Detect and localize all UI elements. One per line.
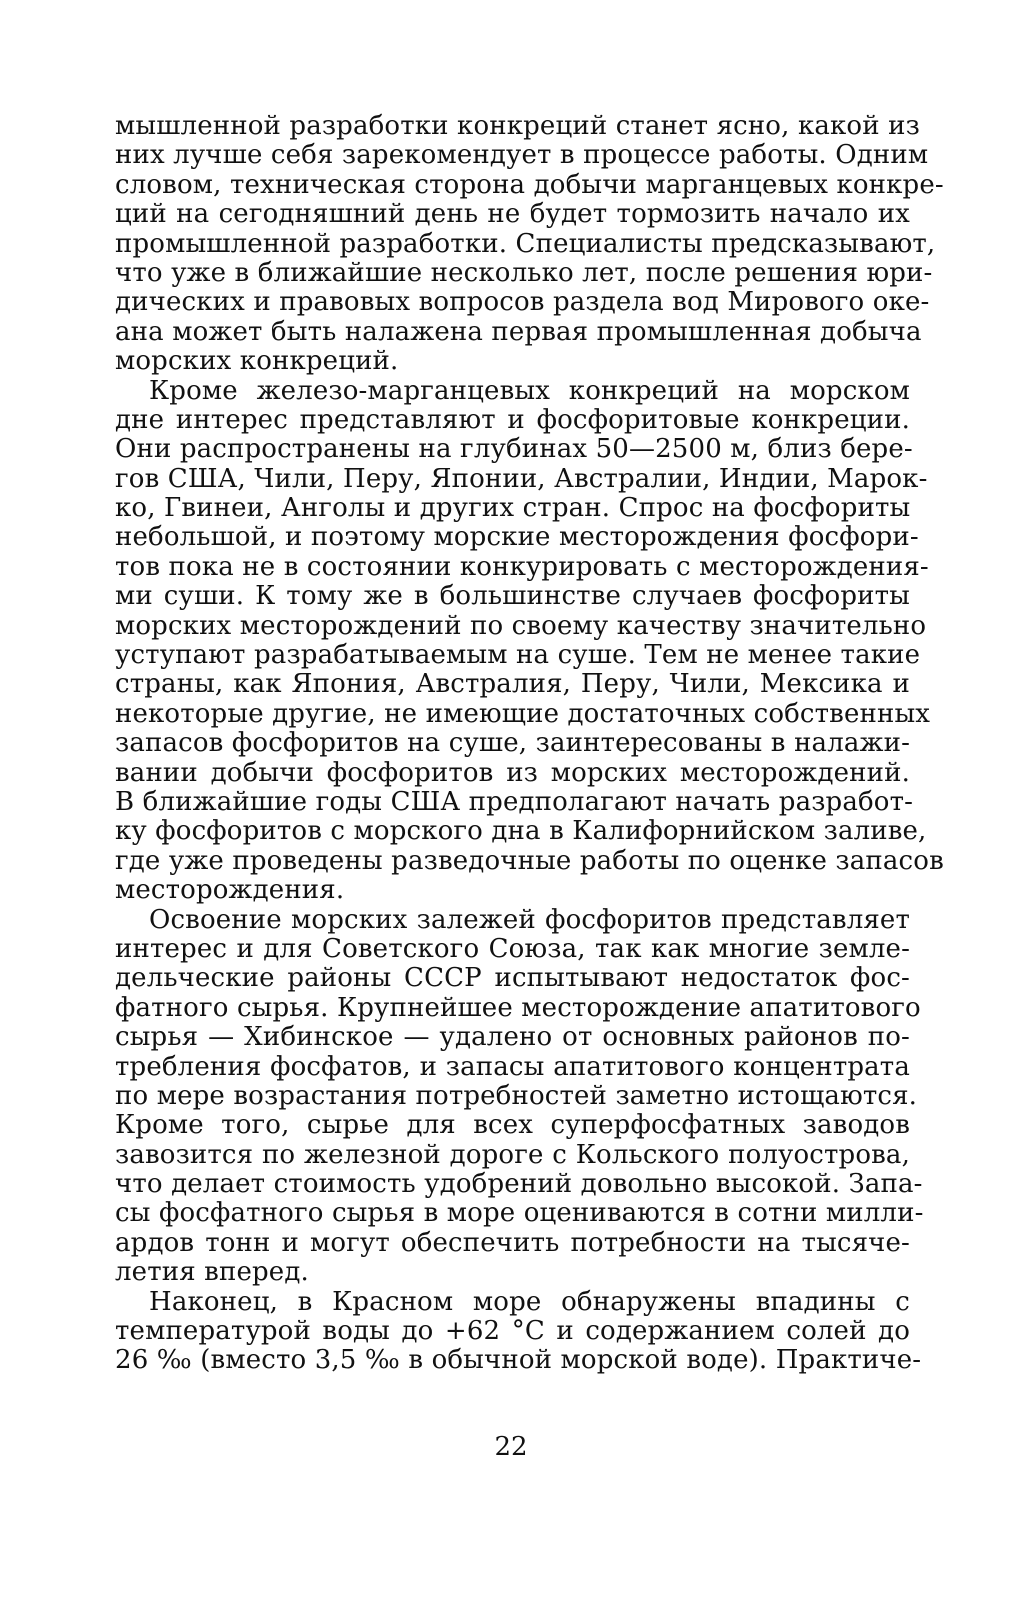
text-line: температурой воды до +62 °C и содержанием солей до <box>115 1316 910 1347</box>
text-line: сырья — Хибинское — удалено от основных районов по- <box>115 1022 910 1053</box>
text-line: по мере возрастания потребностей заметно истощаются. <box>115 1080 918 1111</box>
text-line: фатного сырья. Крупнейшее месторождение апатитового <box>115 992 921 1023</box>
text-line: страны, как Япония, Австралия, Перу, Чили, Мексика и <box>115 669 910 700</box>
text-line: тов пока не в состоянии конкурировать с месторождения- <box>115 551 929 582</box>
text-line: месторождения. <box>115 875 345 906</box>
text-line: завозится по железной дороге с Кольского полуострова, <box>115 1139 910 1170</box>
text-line: Кроме железо-марганцевых конкреций на морском <box>149 375 910 406</box>
text-line: интерес и для Советского Союза, так как многие земле- <box>115 933 910 964</box>
text-line: ку фосфоритов с морского дна в Калифорнийском заливе, <box>115 816 927 847</box>
text-line: требления фосфатов, и запасы апатитового концентрата <box>115 1051 910 1082</box>
text-line: них лучше себя зарекомендует в процессе работы. Одним <box>115 140 929 171</box>
text-line: ми суши. К тому же в большинстве случаев фосфориты <box>115 581 910 612</box>
text-line: запасов фосфоритов на суше, заинтересованы в налажи- <box>115 728 910 759</box>
text-line: 26 ‰ (вместо 3,5 ‰ в обычной морской воде). Практиче- <box>115 1345 922 1376</box>
text-line: морских конкреций. <box>115 346 399 377</box>
page-number: 22 <box>494 1432 528 1462</box>
text-line: сы фосфатного сырья в море оцениваются в сотни милли- <box>115 1198 924 1229</box>
text-line: дельческие районы СССР испытывают недостаток фос- <box>115 963 910 994</box>
text-line: дне интерес представляют и фосфоритовые конкреции. <box>115 404 910 435</box>
text-line: Наконец, в Красном море обнаружены впадины с <box>149 1286 910 1317</box>
text-line: летия вперед. <box>115 1257 309 1288</box>
text-line: Кроме того, сырье для всех суперфосфатных заводов <box>115 1110 910 1141</box>
text-line: гов США, Чили, Перу, Японии, Австралии, Индии, Марок- <box>115 463 928 494</box>
text-line: мышленной разработки конкреций станет ясно, какой из <box>115 111 920 141</box>
text-line: ко, Гвинеи, Анголы и других стран. Спрос на фосфориты <box>115 493 911 524</box>
text-line: что уже в ближайшие несколько лет, после решения юри- <box>115 257 933 288</box>
page-text <box>115 111 944 1376</box>
text-line: ций на сегодняшний день не будет тормозить начало их <box>115 199 910 230</box>
text-line: ана может быть налажена первая промышленная добыча <box>115 316 922 347</box>
text-line: Освоение морских залежей фосфоритов представляет <box>149 904 910 935</box>
text-line: морских месторождений по своему качеству значительно <box>115 610 927 641</box>
text-line: словом, техническая сторона добычи марганцевых конкре- <box>115 169 944 200</box>
text-line: ардов тонн и могут обеспечить потребности на тысяче- <box>115 1227 910 1258</box>
text-line: некоторые другие, не имеющие достаточных собственных <box>115 698 931 729</box>
text-line: промышленной разработки. Специалисты предсказывают, <box>115 228 936 259</box>
text-line: небольшой, и поэтому морские месторождения фосфори- <box>115 522 919 553</box>
text-line: В ближайшие годы США предполагают начать разработ- <box>115 786 914 817</box>
text-line: уступают разрабатываемым на суше. Тем не менее такие <box>115 640 921 671</box>
text-line: вании добычи фосфоритов из морских месторождений. <box>115 757 910 788</box>
text-line: где уже проведены разведочные работы по оценке запасов <box>115 845 944 876</box>
text-line: дических и правовых вопросов раздела вод Мирового оке- <box>115 287 930 318</box>
text-line: Они распространены на глубинах 50—2500 м, близ бере- <box>115 434 913 465</box>
text-line: что делает стоимость удобрений довольно высокой. Запа- <box>115 1169 923 1200</box>
